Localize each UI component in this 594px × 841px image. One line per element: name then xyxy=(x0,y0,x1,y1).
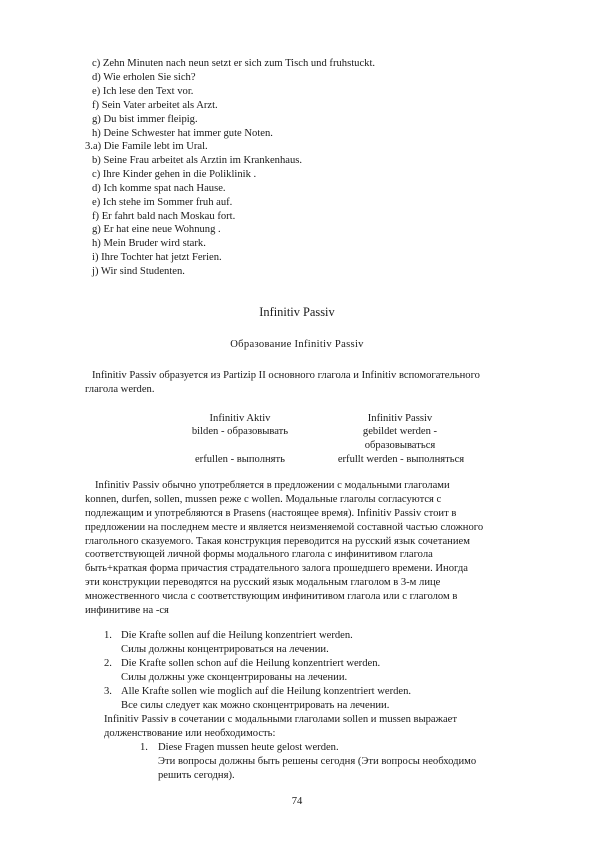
list-item: d) Wie erholen Sie sich? xyxy=(92,72,196,83)
body-line: быть+краткая форма причастия страдательного залога прошедшего времени. Иногда xyxy=(85,563,468,574)
list-item: h) Mein Bruder wird stark. xyxy=(92,238,206,249)
list-item: i) Ihre Tochter hat jetzt Ferien. xyxy=(92,252,222,263)
example-german: Diese Fragen mussen heute gelost werden. xyxy=(158,742,339,753)
example-russian: Эти вопросы должны быть решены сегодня (Эти вопросы необходимо xyxy=(158,756,477,767)
example-number: 2. xyxy=(104,658,112,669)
list-item: b) Seine Frau arbeitet als Arztin im Krankenhaus. xyxy=(92,155,303,166)
list-item: e) Ich stehe im Sommer fruh auf. xyxy=(92,197,233,208)
intro-line: глагола werden. xyxy=(85,384,155,395)
body-line: эти конструкции переводятся на русский язык модальным глаголом в 3-м лице xyxy=(85,577,441,588)
list-item: c) Ihre Kinder gehen in die Poliklinik . xyxy=(92,169,257,180)
table-cell: erfullt werden - выполняться xyxy=(337,454,465,465)
table-cell: gebildet werden - xyxy=(362,426,438,437)
example-number: 3. xyxy=(104,686,112,697)
body-line: предложении на последнем месте и является неизменяемой составной частью сложного xyxy=(85,522,484,533)
list-item: d) Ich komme spat nach Hause. xyxy=(92,183,226,194)
example-russian: решить сегодня). xyxy=(158,770,235,781)
table-cell: bilden - образовывать xyxy=(191,426,289,437)
list-item: h) Deine Schwester hat immer gute Noten. xyxy=(92,128,273,139)
body-line: глагольного сказуемого. Такая конструкция переводится на русский язык сочетанием xyxy=(85,536,470,547)
list-item: f) Er fahrt bald nach Moskau fort. xyxy=(92,211,236,222)
list-item: g) Er hat eine neue Wohnung . xyxy=(92,224,221,235)
table-cell: образовываться xyxy=(364,440,436,451)
table-cell: erfullen - выполнять xyxy=(194,454,285,465)
section-subtitle: Образование Infinitiv Passiv xyxy=(230,339,364,350)
example-russian: Силы должны концентрироваться на лечении. xyxy=(121,644,329,655)
page-number: 74 xyxy=(291,796,303,807)
body-line: инфинитиве на -ся xyxy=(85,605,169,616)
example-number: 1. xyxy=(104,630,112,641)
note-line: долженствование или необходимость: xyxy=(104,728,276,739)
note-line: Infinitiv Passiv в сочетании с модальными глаголами sollen и mussen выражает xyxy=(104,714,457,725)
example-german: Die Krafte sollen auf die Heilung konzentriert werden. xyxy=(121,630,353,641)
body-line: konnen, durfen, sollen, mussen реже с wollen. Модальные глаголы согласуются с xyxy=(85,494,442,505)
example-russian: Все силы следует как можно сконцентрировать на лечении. xyxy=(121,700,390,711)
list-item: e) Ich lese den Text vor. xyxy=(92,86,194,97)
intro-line: Infinitiv Passiv образуется из Partizip II основного глагола и Infinitiv вспомогательного xyxy=(92,370,480,381)
table-header-aktiv: Infinitiv Aktiv xyxy=(209,413,271,424)
body-line: множественного числа с соответствующим инфинитивом глагола или с глаголом в xyxy=(85,591,458,602)
example-russian: Силы должны уже сконцентрированы на лечении. xyxy=(121,672,348,683)
body-line: Infinitiv Passiv обычно употребляется в предложении с модальными глаголами xyxy=(95,480,450,491)
list-item: j) Wir sind Studenten. xyxy=(92,266,185,277)
example-german: Die Krafte sollen schon auf die Heilung konzentriert werden. xyxy=(121,658,381,669)
section-title: Infinitiv Passiv xyxy=(259,305,335,319)
list-item: 3.a) Die Famile lebt im Ural. xyxy=(85,141,208,152)
example-number: 1. xyxy=(140,742,148,753)
body-line: подлежащим и употребляются в Prasens (настоящее время). Infinitiv Passiv стоит в xyxy=(85,508,457,519)
list-item: f) Sein Vater arbeitet als Arzt. xyxy=(92,100,218,111)
table-header-passiv: Infinitiv Passiv xyxy=(367,413,433,424)
body-line: соответствующей личной формы модального глагола с инфинитивом глагола xyxy=(85,549,433,560)
example-german: Alle Krafte sollen wie moglich auf die Heilung konzentriert werden. xyxy=(121,686,412,697)
list-item: c) Zehn Minuten nach neun setzt er sich zum Tisch und fruhstuckt. xyxy=(92,58,376,69)
list-item: g) Du bist immer fleipig. xyxy=(92,114,198,125)
